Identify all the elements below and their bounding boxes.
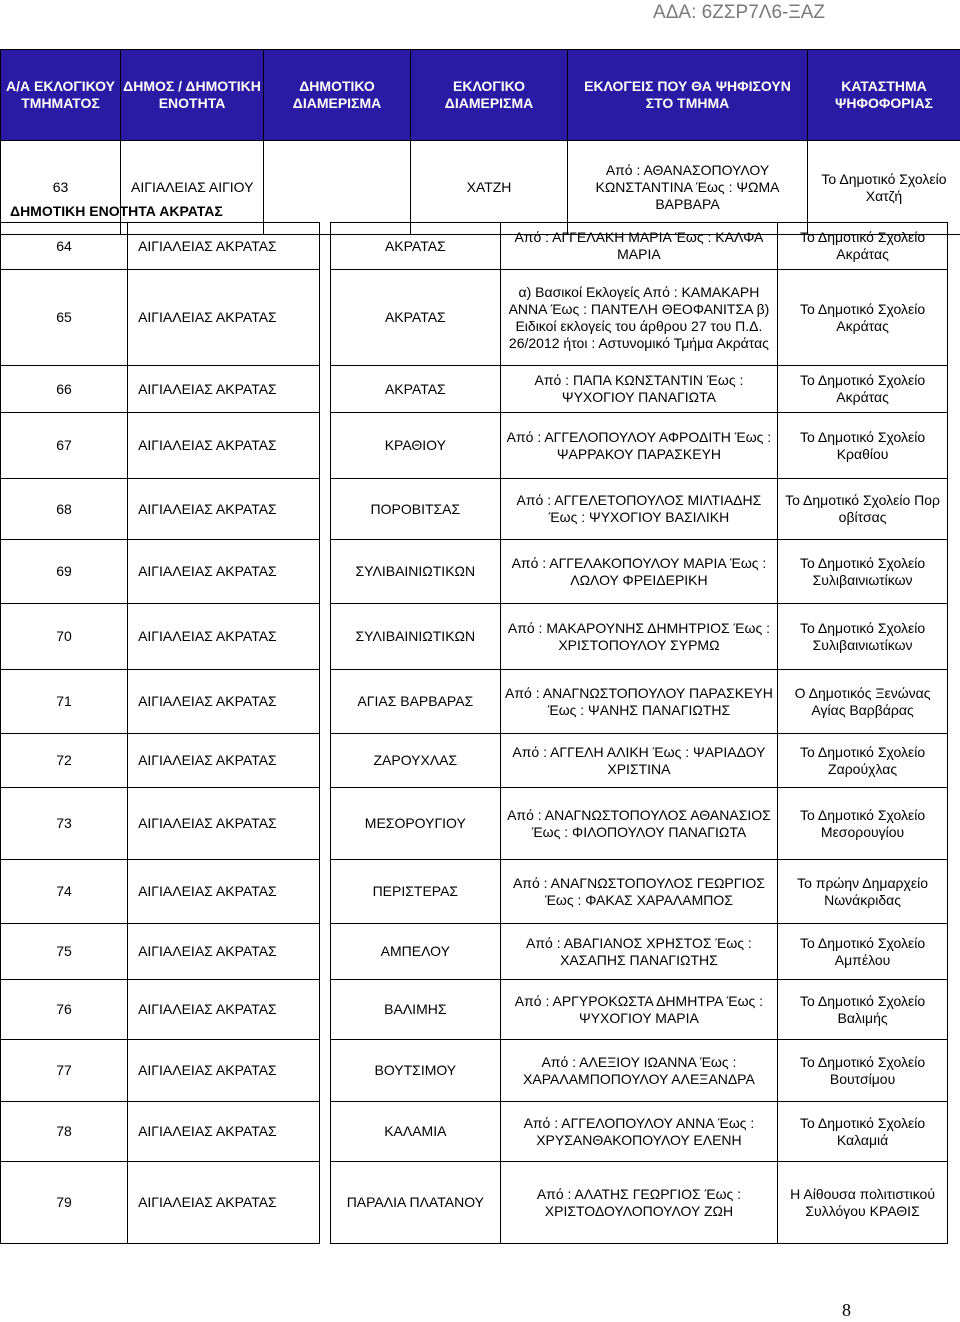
voters-range: Από : ΜΑΚΑΡΟΥΝΗΣ ΔΗΜΗΤΡΙΟΣ Έως : ΧΡΙΣΤΟΠΟΥΛΟΥ ΣΥΡΜΩ [500,604,777,670]
electoral-district: ΚΑΛΑΜΙΑ [330,1102,500,1162]
electoral-district: ΑΚΡΑΤΑΣ [330,223,500,270]
row-number: 73 [1,788,128,860]
row-number: 76 [1,980,128,1040]
table-row [1,788,948,860]
electoral-district: ΧΑΤΖΗ [411,141,568,235]
row-number: 75 [1,924,128,980]
polling-station: Το Δημοτικό Σχολείο Κραθίου [778,413,948,479]
table-row [1,479,948,540]
voters-range: Από : ΑΝΑΓΝΩΣΤΟΠΟΥΛΟΣ ΓΕΩΡΓΙΟΣ Έως : ΦΑΚΑΣ ΧΑΡΑΛΑΜΠΟΣ [500,860,777,924]
voters-range: Από : ΑΓΓΕΛΕΤΟΠΟΥΛΟΣ ΜΙΛΤΙΑΔΗΣ Έως : ΨΥΧΟΓΙΟΥ ΒΑΣΙΛΙΚΗ [500,479,777,540]
row-number: 70 [1,604,128,670]
row-number: 79 [1,1162,128,1244]
polling-station: Το Δημοτικό Σχολείο Ακράτας [778,270,948,366]
table-body [1,223,948,1244]
electoral-district: ΣΥΛΙΒΑΙΝΙΩΤΙΚΩΝ [330,540,500,604]
table-row [1,413,948,479]
table-row [1,366,948,413]
table-row [1,734,948,788]
municipality: ΑΙΓΙΑΛΕΙΑΣ ΑΚΡΑΤΑΣ [128,734,320,788]
electoral-district: ΑΜΠΕΛΟΥ [330,924,500,980]
voters-range: Από : ΑΒΑΓΙΑΝΟΣ ΧΡΗΣΤΟΣ Έως : ΧΑΣΑΠΗΣ ΠΑΝΑΓΙΩΤΗΣ [500,924,777,980]
voters-range: α) Βασικοί Εκλογείς Από : ΚΑΜΑΚΑΡΗ ΑΝΝΑ Έως : ΠΑΝΤΕΛΗ ΘΕΟΦΑΝΙΤΣΑ β) Ειδικοί εκλογείς του άρθρου 27 του Π.Δ. 26/2012 ήτοι : Αστυνομικό Τμήμα Ακράτας [500,270,777,366]
municipality: ΑΙΓΙΑΛΕΙΑΣ ΑΚΡΑΤΑΣ [128,479,320,540]
spacer [319,540,330,604]
spacer [319,670,330,734]
municipality: ΑΙΓΙΑΛΕΙΑΣ ΑΚΡΑΤΑΣ [128,1102,320,1162]
electoral-district: ΚΡΑΘΙΟΥ [330,413,500,479]
voters-range: Από : ΑΓΓΕΛΗ ΑΛΙΚΗ Έως : ΨΑΡΙΑΔΟΥ ΧΡΙΣΤΙΝΑ [500,734,777,788]
row-number: 77 [1,1040,128,1102]
municipality: ΑΙΓΙΑΛΕΙΑΣ ΑΙΓΙΟΥ [121,141,264,235]
table-row [1,270,948,366]
table-row [1,141,960,235]
spacer [319,860,330,924]
municipality: ΑΙΓΙΑΛΕΙΑΣ ΑΚΡΑΤΑΣ [128,1040,320,1102]
spacer [319,788,330,860]
polling-station: Το Δημοτικό Σχολείο Βουτσίμου [778,1040,948,1102]
municipality: ΑΙΓΙΑΛΕΙΑΣ ΑΚΡΑΤΑΣ [128,980,320,1040]
electoral-district: ΣΥΛΙΒΑΙΝΙΩΤΙΚΩΝ [330,604,500,670]
electoral-district: ΒΟΥΤΣΙΜΟΥ [330,1040,500,1102]
spacer [319,366,330,413]
spacer [319,413,330,479]
municipality: ΑΙΓΙΑΛΕΙΑΣ ΑΚΡΑΤΑΣ [128,924,320,980]
table-row [1,860,948,924]
table-row [1,223,948,270]
voters-range: Από : ΑΓΓΕΛΑΚΗ ΜΑΡΙΑ Έως : ΚΑΛΦΑ ΜΑΡΙΑ [500,223,777,270]
polling-station: Το Δημοτικό Σχολείο Χατζή [808,141,960,235]
electoral-district: ΠΕΡΙΣΤΕΡΑΣ [330,860,500,924]
table-row [1,670,948,734]
row-number: 78 [1,1102,128,1162]
voters-range: Από : ΠΑΠΑ ΚΩΝΣΤΑΝΤΙΝ Έως : ΨΥΧΟΓΙΟΥ ΠΑΝΑΓΙΩΤΑ [500,366,777,413]
electoral-district: ΑΚΡΑΤΑΣ [330,366,500,413]
municipality: ΑΙΓΙΑΛΕΙΑΣ ΑΚΡΑΤΑΣ [128,788,320,860]
electoral-district: ΠΑΡΑΛΙΑ ΠΛΑΤΑΝΟΥ [330,1162,500,1244]
municipality: ΑΙΓΙΑΛΕΙΑΣ ΑΚΡΑΤΑΣ [128,540,320,604]
municipality: ΑΙΓΙΑΛΕΙΑΣ ΑΚΡΑΤΑΣ [128,860,320,924]
header-cell: ΔΗΜΟΣ / ΔΗΜΟΤΙΚΗ ΕΝΟΤΗΤΑ [121,50,264,141]
polling-station: Η Αίθουσα πολιτιστικού Συλλόγου ΚΡΑΘΙΣ [778,1162,948,1244]
electoral-district: ΠΟΡΟΒΙΤΣΑΣ [330,479,500,540]
polling-station: Το Δημοτικό Σχολείο Συλιβαινιωτίκων [778,604,948,670]
polling-station: Το Δημοτικό Σχολείο Αμπέλου [778,924,948,980]
municipality: ΑΙΓΙΑΛΕΙΑΣ ΑΚΡΑΤΑΣ [128,223,320,270]
polling-station: Το Δημοτικό Σχολείο Πορ οβίτσας [778,479,948,540]
polling-station: Το Δημοτικό Σχολείο Βαλιμής [778,980,948,1040]
polling-station: Το Δημοτικό Σχολείο Ακράτας [778,223,948,270]
row-number: 67 [1,413,128,479]
municipality: ΑΙΓΙΑΛΕΙΑΣ ΑΚΡΑΤΑΣ [128,1162,320,1244]
voters-range: Από : ΑΝΑΓΝΩΣΤΟΠΟΥΛΟΣ ΑΘΑΝΑΣΙΟΣ Έως : ΦΙΛΟΠΟΥΛΟΥ ΠΑΝΑΓΙΩΤΑ [500,788,777,860]
electoral-district: ΑΓΙΑΣ ΒΑΡΒΑΡΑΣ [330,670,500,734]
municipality: ΑΙΓΙΑΛΕΙΑΣ ΑΚΡΑΤΑΣ [128,366,320,413]
polling-station: Ο Δημοτικός Ξενώνας Αγίας Βαρβάρας [778,670,948,734]
row-number: 64 [1,223,128,270]
row-number: 74 [1,860,128,924]
voters-range: Από : ΑΓΓΕΛΟΠΟΥΛΟΥ ΑΝΝΑ Έως : ΧΡΥΣΑΝΘΑΚΟΠΟΥΛΟΥ ΕΛΕΝΗ [500,1102,777,1162]
section-title: ΔΗΜΟΤΙΚΗ ΕΝΟΤΗΤΑ ΑΚΡΑΤΑΣ [10,203,223,219]
municipality: ΑΙΓΙΑΛΕΙΑΣ ΑΚΡΑΤΑΣ [128,270,320,366]
voters-range: Από : ΑΛΕΞΙΟΥ ΙΩΑΝΝΑ Έως : ΧΑΡΑΛΑΜΠΟΠΟΥΛΟΥ ΑΛΕΞΑΝΔΡΑ [500,1040,777,1102]
spacer [319,980,330,1040]
polling-station: Το Δημοτικό Σχολείο Καλαμιά [778,1102,948,1162]
table-row [1,1040,948,1102]
electoral-district: ΜΕΣΟΡΟΥΓΙΟΥ [330,788,500,860]
page-number: 8 [842,1300,851,1320]
table-row [1,604,948,670]
row-number: 66 [1,366,128,413]
spacer [319,924,330,980]
table-row [1,980,948,1040]
header-row [1,50,960,141]
header-cell: ΕΚΛΟΓΕΙΣ ΠΟΥ ΘΑ ΨΗΦΙΣΟΥΝ ΣΤΟ ΤΜΗΜΑ [568,50,808,141]
polling-station: Το πρώην Δημαρχείο Νωνάκριδας [778,860,948,924]
polling-station: Το Δημοτικό Σχολείο Μεσορουγίου [778,788,948,860]
voters-range: Από : ΑΘΑΝΑΣΟΠΟΥΛΟΥ ΚΩΝΣΤΑΝΤΙΝΑ Έως : ΨΩΜΑ ΒΑΡΒΑΡΑ [568,141,808,235]
spacer [319,479,330,540]
row-number: 72 [1,734,128,788]
spacer [319,734,330,788]
spacer [319,1040,330,1102]
table-row [1,540,948,604]
row-number: 69 [1,540,128,604]
spacer [319,270,330,366]
voters-range: Από : ΑΝΑΓΝΩΣΤΟΠΟΥΛΟΥ ΠΑΡΑΣΚΕΥΗ Έως : ΨΑΝΗΣ ΠΑΝΑΓΙΩΤΗΣ [500,670,777,734]
row-number: 63 [1,141,121,235]
table-row [1,1102,948,1162]
polling-station: Το Δημοτικό Σχολείο Συλιβαινιωτίκων [778,540,948,604]
header-cell: ΕΚΛΟΓΙΚΟ ΔΙΑΜΕΡΙΣΜΑ [411,50,568,141]
polling-station: Το Δημοτικό Σχολείο Ζαρούχλας [778,734,948,788]
akratas-table [0,222,948,1244]
header-cell: Α/Α ΕΚΛΟΓΙΚΟΥ ΤΜΗΜΑΤΟΣ [1,50,121,141]
table-row [1,1162,948,1244]
electoral-district: ΖΑΡΟΥΧΛΑΣ [330,734,500,788]
spacer [319,223,330,270]
municipal-district [264,141,411,235]
electoral-district: ΑΚΡΑΤΑΣ [330,270,500,366]
row-number: 65 [1,270,128,366]
header-cell: ΚΑΤΑΣΤΗΜΑ ΨΗΦΟΦΟΡΙΑΣ [808,50,960,141]
voters-range: Από : ΑΡΓΥΡΟΚΩΣΤΑ ΔΗΜΗΤΡΑ Έως : ΨΥΧΟΓΙΟΥ ΜΑΡΙΑ [500,980,777,1040]
row-number: 71 [1,670,128,734]
municipality: ΑΙΓΙΑΛΕΙΑΣ ΑΚΡΑΤΑΣ [128,604,320,670]
ada-code: ΑΔΑ: 6ΖΣΡ7Λ6-ΞΑΖ [653,2,825,23]
voters-range: Από : ΑΛΑΤΗΣ ΓΕΩΡΓΙΟΣ Έως : ΧΡΙΣΤΟΔΟΥΛΟΠΟΥΛΟΥ ΖΩΗ [500,1162,777,1244]
municipality: ΑΙΓΙΑΛΕΙΑΣ ΑΚΡΑΤΑΣ [128,413,320,479]
spacer [319,604,330,670]
table-row [1,924,948,980]
header-cell: ΔΗΜΟΤΙΚΟ ΔΙΑΜΕΡΙΣΜΑ [264,50,411,141]
row-number: 68 [1,479,128,540]
spacer [319,1102,330,1162]
spacer [319,1162,330,1244]
polling-station: Το Δημοτικό Σχολείο Ακράτας [778,366,948,413]
voters-range: Από : ΑΓΓΕΛΑΚΟΠΟΥΛΟΥ ΜΑΡΙΑ Έως : ΛΩΛΟΥ ΦΡΕΙΔΕΡΙΚΗ [500,540,777,604]
electoral-district: ΒΑΛΙΜΗΣ [330,980,500,1040]
voters-range: Από : ΑΓΓΕΛΟΠΟΥΛΟΥ ΑΦΡΟΔΙΤΗ Έως : ΨΑΡΡΑΚΟΥ ΠΑΡΑΣΚΕΥΗ [500,413,777,479]
municipality: ΑΙΓΙΑΛΕΙΑΣ ΑΚΡΑΤΑΣ [128,670,320,734]
